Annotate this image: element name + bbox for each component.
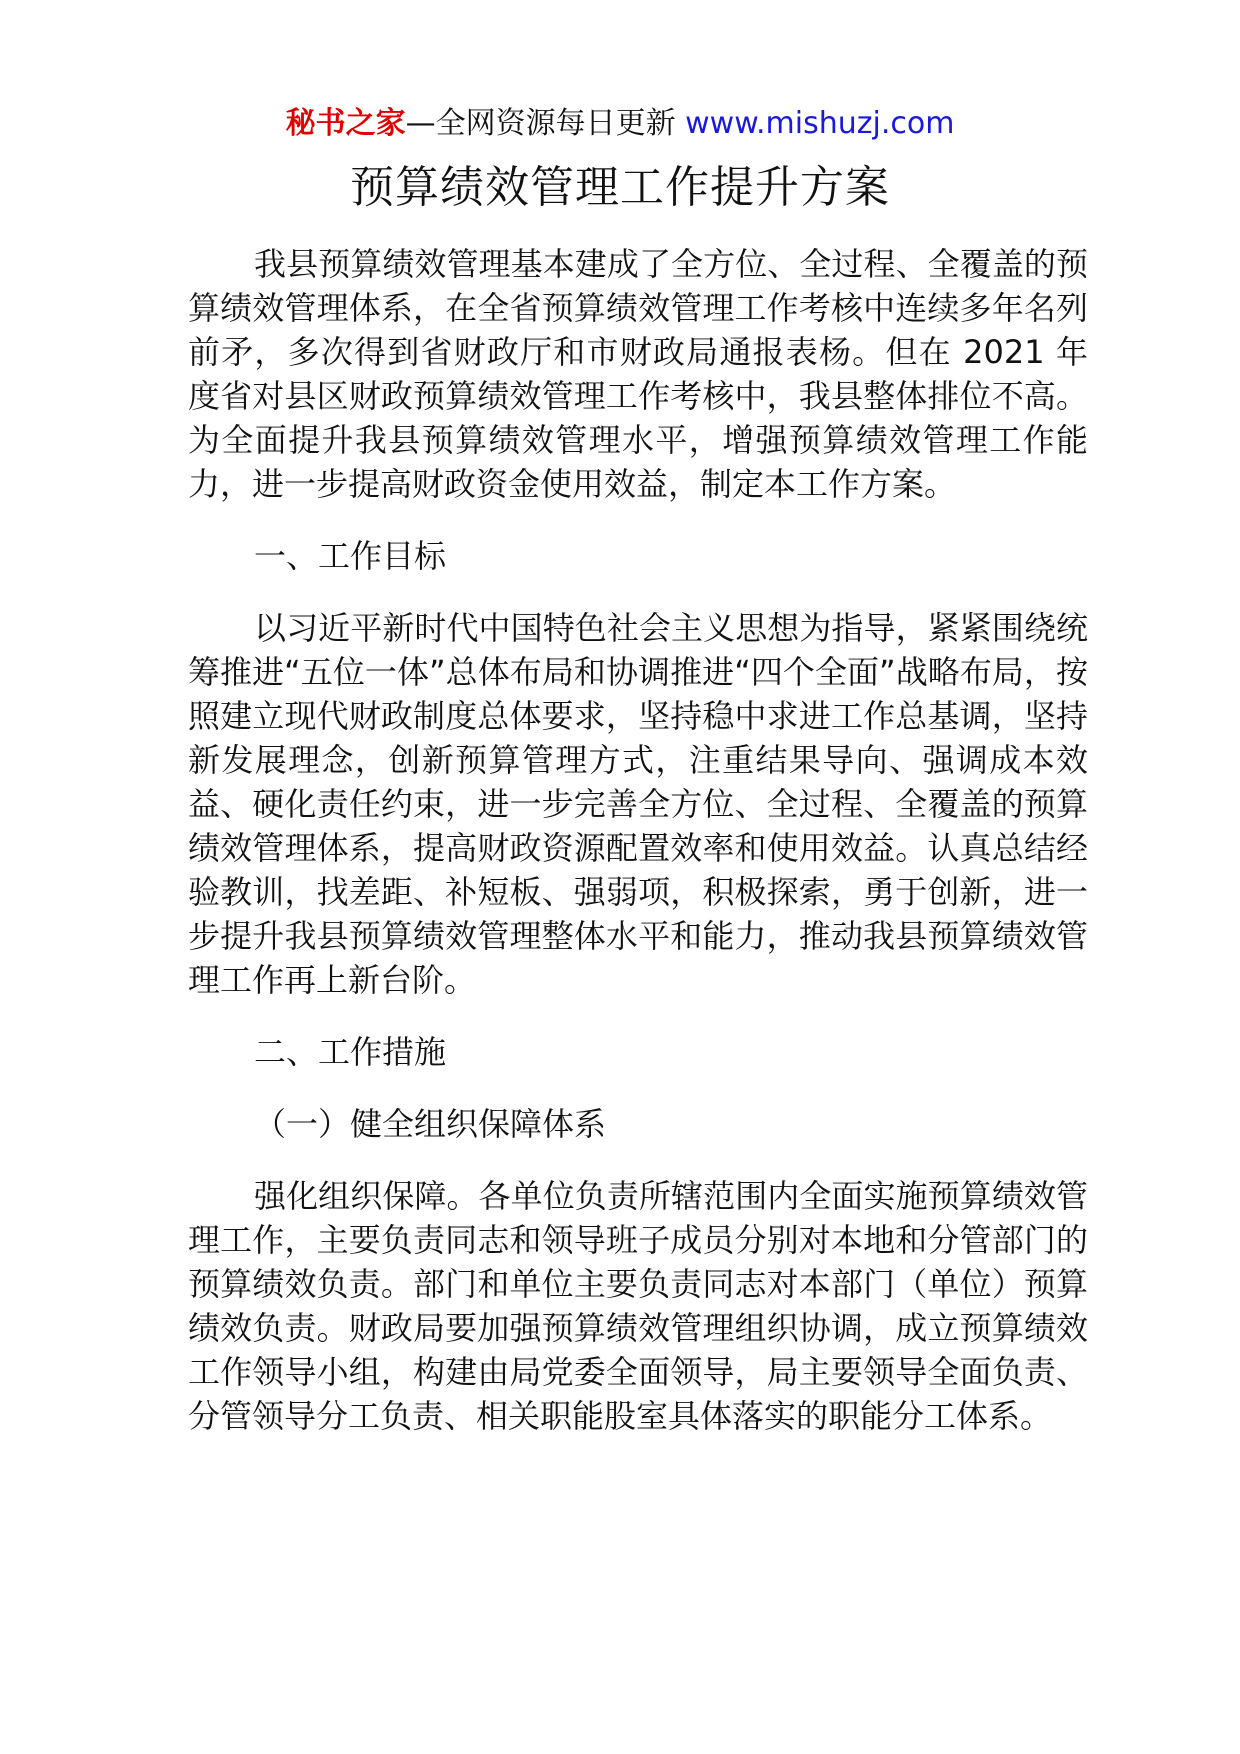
section-heading-goals: 一、工作目标: [254, 537, 447, 575]
site-brand: 秘书之家: [285, 106, 406, 141]
section-heading-measures: 二、工作措施: [254, 1033, 447, 1071]
goals-paragraph: 以习近平新时代中国特色社会主义思想为指导，紧紧围绕统筹推进“五位一体”总体布局和协调推进“四个全面”战略布局，按照建立现代财政制度总体要求，坚持稳中求进工作总基调，坚持新发展理念，创新预算管理方式，注重结果导向、强调成本效益、硬化责任约束，进一步完善全方位、全过程、全覆盖的预算绩效管理体系，提高财政资源配置效率和使用效益。认真总结经验教训，找差距、补短板、强弱项，积极探索，勇于创新，进一步提升我县预算绩效管理整体水平和能力，推动我县预算绩效管理工作再上新台阶。: [188, 609, 1088, 999]
site-url[interactable]: www.mishuzj.com: [685, 106, 955, 141]
subsection-heading-organization: （一）健全组织保障体系: [254, 1105, 607, 1143]
site-tagline: —全网资源每日更新: [405, 106, 676, 141]
document-title: 预算绩效管理工作提升方案: [350, 162, 890, 213]
organization-paragraph: 强化组织保障。各单位负责所辖范围内全面实施预算绩效管理工作，主要负责同志和领导班子成员分别对本地和分管部门的预算绩效负责。部门和单位主要负责同志对本部门（单位）预算绩效负责。财政局要加强预算绩效管理组织协调，成立预算绩效工作领导小组，构建由局党委全面领导，局主要领导全面负责、分管领导分工负责、相关职能股室具体落实的职能分工体系。: [188, 1177, 1088, 1435]
document-body: [188, 242, 1088, 1466]
site-header: [0, 104, 1240, 144]
intro-paragraph: 我县预算绩效管理基本建成了全方位、全过程、全覆盖的预算绩效管理体系，在全省预算绩效管理工作考核中连续多年名列前矛，多次得到省财政厅和市财政局通报表杨。但在 2021 年度省对县区财政预算绩效管理工作考核中，我县整体排位不高。为全面提升我县预算绩效管理水平，增强预算绩效管理工作能力，进一步提高财政资金使用效益，制定本工作方案。: [188, 245, 1088, 503]
